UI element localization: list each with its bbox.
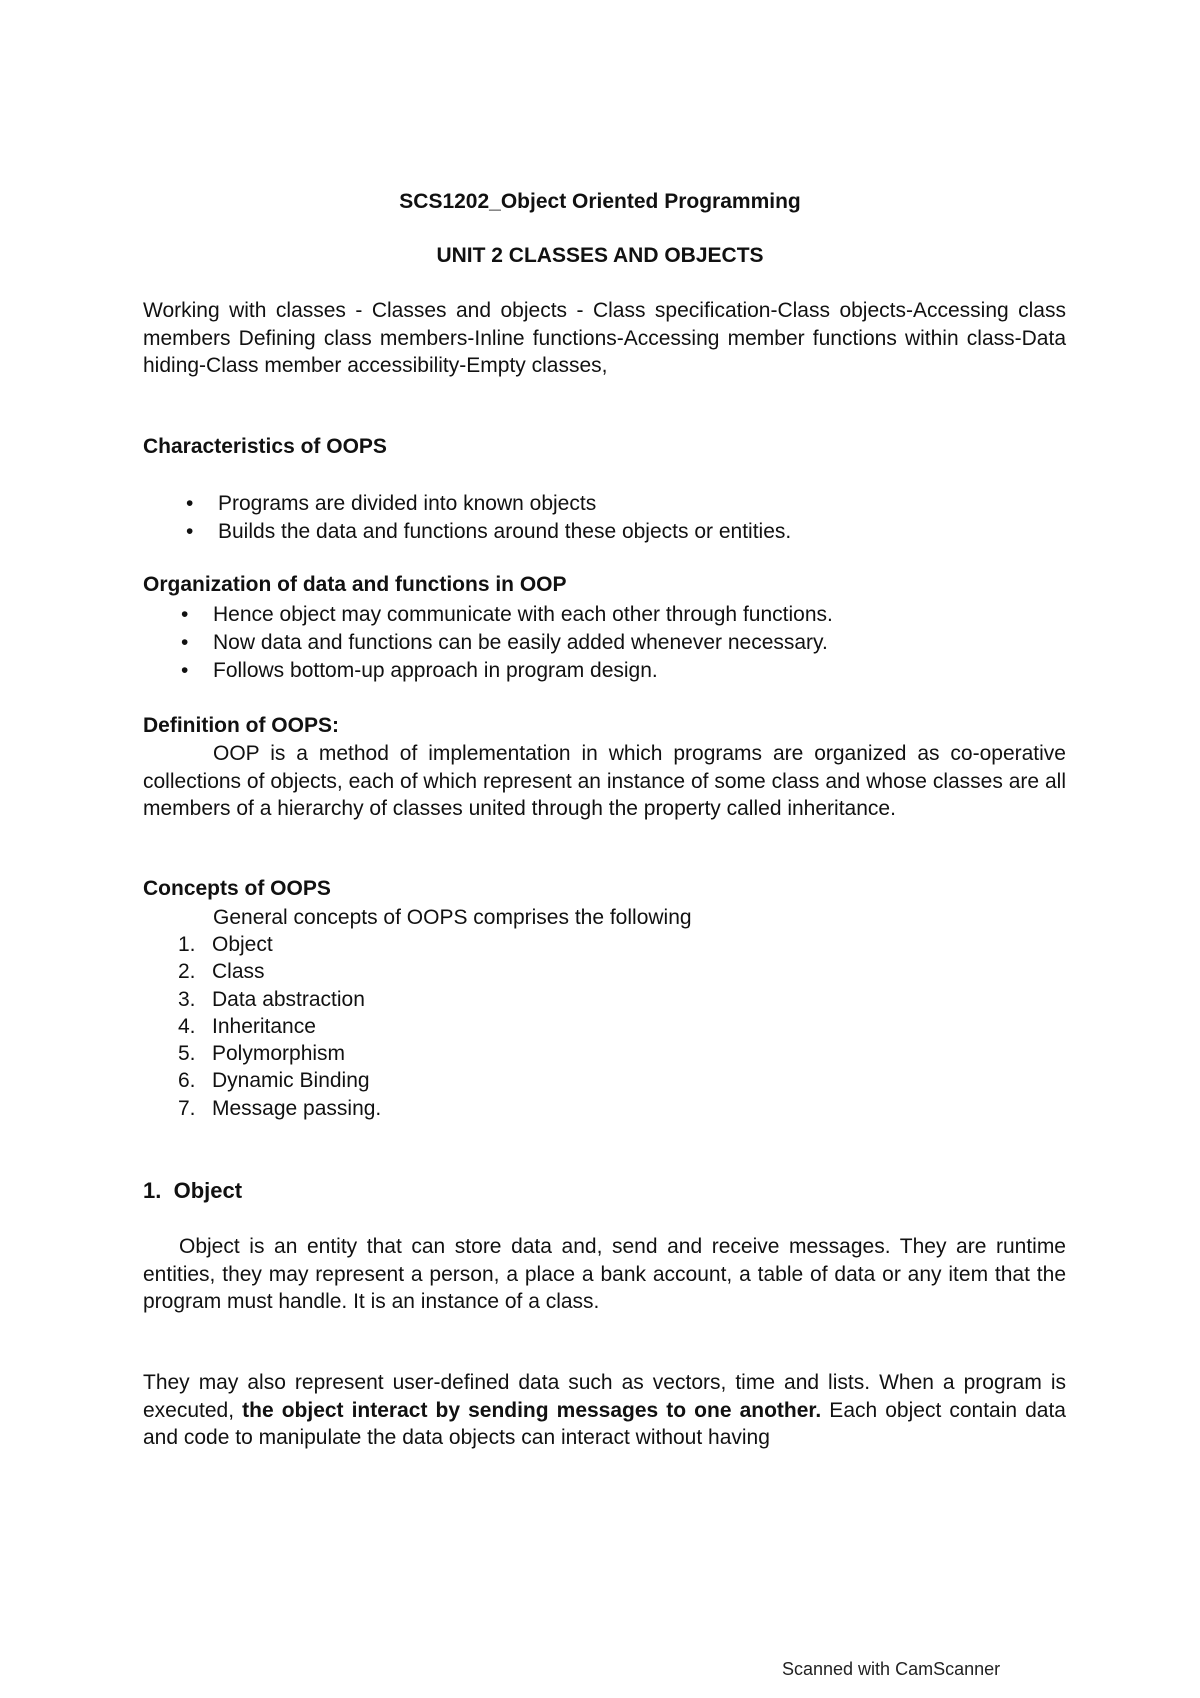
unit-title: UNIT 2 CLASSES AND OBJECTS — [436, 244, 764, 267]
organization-heading: Organization of data and functions in OOP — [143, 573, 567, 596]
object-paragraph-1: Object is an entity that can store data and, send and receive messages. They are runtime entities, they may represent a person, a place a bank account, a table of data or any item that the program must handle. It is an instance of a class. — [143, 1235, 1066, 1313]
list-label: Polymorphism — [212, 1042, 346, 1066]
list-number: 1. — [178, 933, 196, 956]
list-item — [160, 1095, 381, 1122]
list-item — [160, 958, 381, 985]
concepts-list — [160, 931, 381, 1122]
object-paragraph-2 — [143, 1369, 1066, 1452]
definition-heading: Definition of OOPS: — [143, 714, 339, 737]
concepts-intro: General concepts of OOPS comprises the following — [213, 906, 692, 929]
course-title: SCS1202_Object Oriented Programming — [399, 190, 801, 213]
list-item — [160, 931, 381, 958]
characteristics-heading: Characteristics of OOPS — [143, 435, 387, 458]
section-number: 1. — [143, 1178, 162, 1203]
list-label: Object — [212, 933, 273, 956]
emphasized-text: the object interact by sending messages to one another. — [242, 1398, 822, 1422]
list-number: 7. — [178, 1096, 196, 1120]
list-item: • Now data and functions can be easily added whenever necessary. — [181, 629, 833, 657]
characteristics-list — [186, 490, 791, 546]
list-item — [160, 1040, 381, 1067]
list-label: Message passing. — [212, 1096, 382, 1120]
syllabus-paragraph: Working with classes - Classes and objects - Class specification-Class objects-Accessing class members Defining class members-Inline functions-Accessing member functions within class-Data hiding-Class member accessibility-Empty classes, — [143, 299, 1066, 377]
list-item — [160, 1013, 381, 1040]
list-item: • Hence object may communicate with each other through functions. — [181, 601, 833, 629]
list-label: Dynamic Binding — [212, 1069, 370, 1093]
list-number: 3. — [178, 987, 196, 1011]
list-number: 2. — [178, 960, 196, 984]
list-number: 4. — [178, 1014, 196, 1038]
paragraph-text: They may also represent user-defined data such as vectors, time and lists. When a program is executed, — [143, 1371, 1066, 1422]
concepts-heading: Concepts of OOPS — [143, 877, 331, 900]
list-item — [160, 986, 381, 1013]
list-item: • Builds the data and functions around these objects or entities. — [186, 518, 791, 546]
organization-list — [181, 601, 833, 685]
list-label: Inheritance — [212, 1014, 316, 1038]
scanner-watermark: Scanned with CamScanner — [782, 1659, 1001, 1679]
object-heading — [143, 1178, 242, 1204]
list-label: Class — [212, 960, 265, 984]
list-number: 6. — [178, 1069, 196, 1093]
paragraph-text: Each object contain data and code to manipulate the data objects can interact without having — [143, 1398, 1066, 1449]
list-number: 5. — [178, 1042, 196, 1066]
list-item — [160, 1067, 381, 1094]
list-label: Data abstraction — [212, 987, 365, 1011]
list-item: • Follows bottom-up approach in program design. — [181, 657, 833, 685]
section-title: Object — [173, 1178, 243, 1203]
definition-paragraph: OOP is a method of implementation in which programs are organized as co-operative collections of objects, each of which represent an instance of some class and whose classes are all members of a hierarchy of classes united through the property called inheritance. — [143, 742, 1066, 820]
list-item: • Programs are divided into known objects — [186, 490, 791, 518]
